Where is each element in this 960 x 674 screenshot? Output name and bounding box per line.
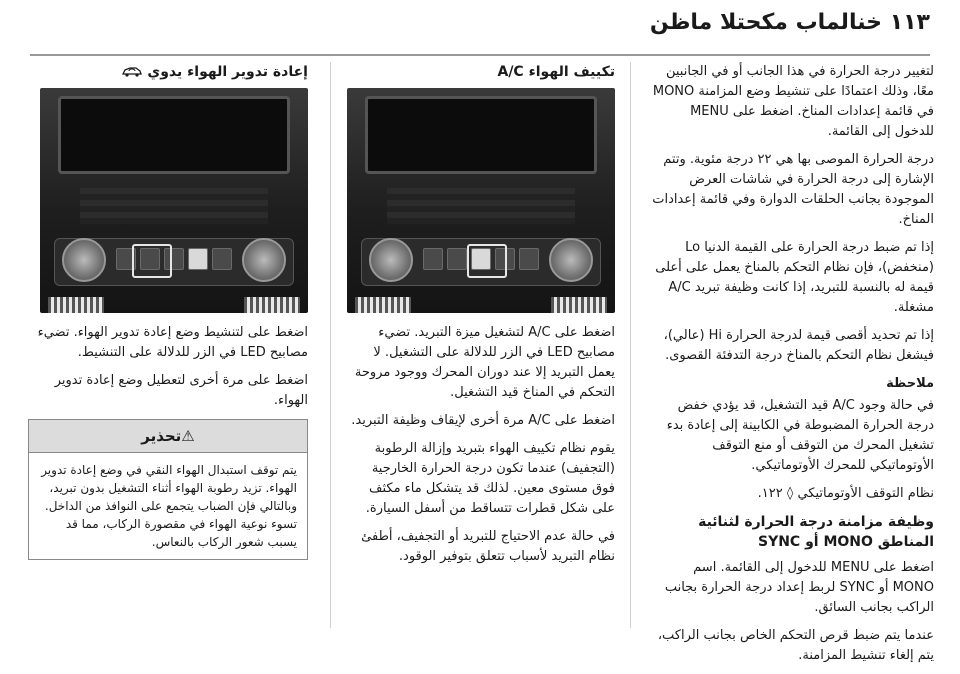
dashboard-trim [80,188,268,224]
ac-panel-photo [347,88,615,313]
right-vent [244,297,300,313]
dashboard-trim [387,188,575,224]
column-divider-right [630,62,631,628]
left-vent [355,297,411,313]
left-vent [48,297,104,313]
recirc-button [188,248,208,270]
left-temp-knob [369,238,413,282]
right-temp-knob [242,238,286,282]
recirc-paragraph-1: اضغط على لتنشيط وضع إعادة تدوير الهواء. تضيء مصابيح LED في الزر للدلالة على التنشيط. [37,325,308,360]
recirc-heading: إعادة تدوير الهواء يدوي [28,62,308,82]
right-vent [551,297,607,313]
sync-paragraph-2: عندما يتم ضبط قرص التحكم الخاص بجانب الراكب، يتم إلغاء تنشيط المزامنة. [657,628,934,663]
note-heading: ملاحظة [886,376,934,391]
recirc-panel-photo [40,88,308,313]
right-column [649,62,934,674]
right-temp-knob [549,238,593,282]
sync-paragraph-1: اضغط على MENU للدخول إلى القائمة. اسم MONO أو SYNC لربط إعداد درجة الحرارة بجانب الراكب بجانب السائق. [664,560,934,615]
ac-paragraph-2: اضغط على A/C مرة أخرى لإيقاف وظيفة التبريد. [351,413,615,428]
temperature-paragraph-4: إذا تم تحديد أقصى قيمة لدرجة الحرارة Hi (عالي)، فيشغل نظام التحكم بالمناخ درجة التدفئة القصوى. [663,328,934,363]
header-divider [30,54,930,56]
recirc-paragraph-2: اضغط على مرة أخرى لتعطيل وضع إعادة تدوير الهواء. [54,373,308,408]
ac-paragraph-3: يقوم نظام تكييف الهواء بتبريد وإزالة الرطوبة (التجفيف) عندما تكون درجة الحرارة الخارجية فوق مستوى معين. لذلك قد يتشكل ماء مكثف على شكل قطرات تتساقط من أسفل السيارة. [365,441,615,516]
ac-button-highlight [467,244,507,278]
temperature-paragraph-3: إذا تم ضبط درجة الحرارة على القيمة الدنيا Lo (منخفض)، فإن نظام التحكم بالمناخ يعمل على أعلى قيمة له بالنسبة للتبريد، إذا كانت وظيفة تبريد A/C مشغلة. [655,240,934,315]
column-divider-left [330,62,331,628]
note-body: في حالة وجود A/C قيد التشغيل، قد يؤدي خفض درجة الحرارة المضبوطة في الكابينة إلى إعادة بدء تشغيل المحرك من التوقف أو منع التوقف الأوتوماتيكي للمحرك الأوتوماتيكي. [666,398,934,473]
temperature-paragraph-2: درجة الحرارة الموصى بها هي ٢٢ درجة مئوية. وتتم الإشارة إلى درجة الحرارة في شاشات العرض الموجودة بجانب الحلقات الدوارة وفي قائمة إعدادات المناخ. [652,152,934,227]
temperature-paragraph-1: لتغيير درجة الحرارة في هذا الجانب أو في الجانبين معًا، وذلك اعتمادًا على تنشيط وضع المزامنة MONO في قائمة إعدادات المناخ. اضغط على MENU للدخول إلى القائمة. [652,64,934,139]
recirculation-car-icon [121,65,143,78]
page-title: ١١٣ خنالماب مكحتلا ماظن [649,10,930,35]
ac-heading: تكييف الهواء A/C [497,64,615,80]
infotainment-screen [58,96,290,174]
sync-heading: وظيفة مزامنة درجة الحرارة لثنائية المناطق MONO أو SYNC [698,514,934,550]
left-temp-knob [62,238,106,282]
ac-paragraph-1: اضغط على A/C لتشغيل ميزة التبريد. تضيء مصابيح LED في الزر للدلالة على التشغيل. لا يعمل التبريد إلا عند دوران المحرك ووجود مروحة التحكم في المناخ قيد التشغيل. [354,325,615,400]
warning-box [28,419,308,560]
infotainment-screen [365,96,597,174]
middle-column [345,62,615,575]
page-header [0,0,960,48]
left-column [28,62,308,560]
ac-paragraph-4: في حالة عدم الاحتياج للتبريد أو التجفيف، أطفئ نظام التبريد لأسباب تتعلق بتوفير الوقود. [361,529,615,564]
warning-title: ⚠تحذير [29,420,307,453]
recirc-button-highlight [132,244,172,278]
warning-body: يتم توقف استبدال الهواء النقي في وضع إعادة تدوير الهواء. تزيد رطوبة الهواء أثناء التشغيل بدون تبريد، وبالتالي فإن الضباب يتجمع على النوافذ من الداخل. تسوء نوعية الهواء في مقصورة الركاب، مما قد يسبب شعور الركاب بالنعاس. [41,463,297,549]
autostop-reference[interactable]: نظام التوقف الأوتوماتيكي ◊ ١٢٢. [757,486,934,501]
